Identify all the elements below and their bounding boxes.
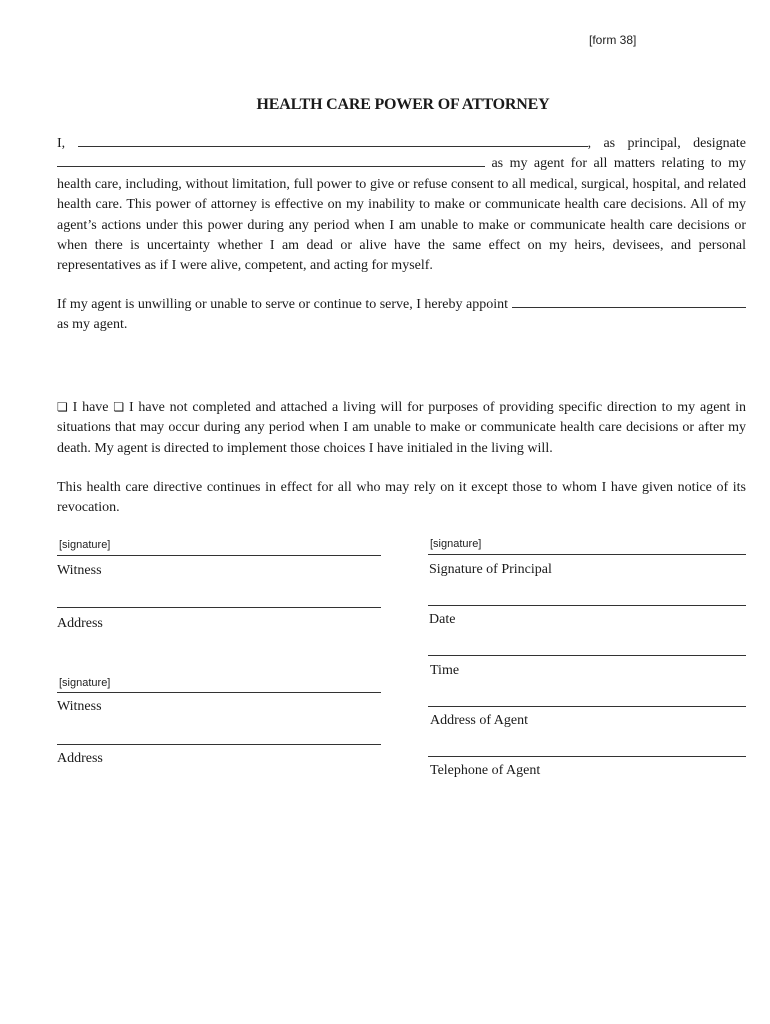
time-label: Time — [430, 663, 460, 678]
alternate-agent-text: If my agent is unwilling or unable to serve or continue to serve, I hereby appoint — [57, 297, 508, 312]
time-line[interactable] — [428, 655, 746, 656]
witness-2-signature-line[interactable] — [57, 692, 381, 693]
checkbox-i-have-not[interactable]: ❏ — [113, 400, 125, 414]
address-of-agent-label: Address of Agent — [430, 713, 528, 728]
principal-name-field[interactable] — [78, 135, 588, 147]
witness-2-label: Witness — [57, 699, 102, 714]
agent-telephone-line[interactable] — [428, 756, 746, 757]
paragraph-alternate-agent — [57, 295, 746, 336]
paragraph-living-will — [57, 397, 746, 459]
signature-of-principal-label: Signature of Principal — [429, 562, 552, 577]
option-i-have-not-label: I have not completed and attached a living will for purposes of providing specific direction to my agent in situations that may occur during any period when I am unable to make or communicate health care decisions or after my death. My agent is directed to implement those choices I have initialed in the living will. — [57, 400, 747, 456]
witness-1-label: Witness — [57, 563, 102, 578]
paragraph-designation — [57, 134, 746, 277]
option-i-have-label: I have — [72, 400, 109, 415]
witness-1-signature-line[interactable] — [57, 555, 381, 556]
alternate-agent-end: as my agent. — [57, 317, 128, 333]
telephone-of-agent-label: Telephone of Agent — [430, 763, 541, 778]
agent-address-line[interactable] — [428, 706, 746, 707]
witness-1-signature-tag: [signature] — [59, 539, 111, 551]
principal-signature-line[interactable] — [428, 554, 746, 555]
page-title: HEALTH CARE POWER OF ATTORNEY — [256, 96, 550, 113]
address-2-label: Address — [57, 751, 103, 766]
date-label: Date — [429, 612, 456, 627]
date-line[interactable] — [428, 605, 746, 606]
as-principal-text: , as principal, designate — [587, 136, 747, 151]
alternate-agent-field[interactable] — [512, 296, 746, 308]
paragraph-revocation: This health care directive continues in effect for all who may rely on it except those to whom I have given notice of its revocation. — [57, 480, 746, 516]
checkbox-i-have[interactable]: ❏ — [57, 400, 68, 414]
designation-text: as my agent for all matters relating to my health care, including, without limitation, full power to give or refuse consent to all medical, surgical, hospital, and related health care. This power of attorney is effective on my inability to make or communicate health care decisions. All of my agent’s actions under this power during any period when I am unable to make or communicate health care decisions or when there is uncertainty whether I am dead or alive have the same effect on my heirs, devisees, and personal representatives as if I were alive, competent, and acting for myself. — [57, 156, 746, 274]
address-1-label: Address — [57, 616, 103, 631]
form-number: [form 38] — [589, 33, 637, 47]
witness-1-address-line[interactable] — [57, 607, 381, 608]
principal-signature-tag: [signature] — [430, 538, 482, 550]
agent-name-field[interactable] — [57, 155, 485, 167]
witness-2-signature-tag: [signature] — [59, 677, 111, 689]
witness-2-address-line[interactable] — [57, 744, 381, 745]
principal-prefix: I, — [57, 136, 66, 151]
